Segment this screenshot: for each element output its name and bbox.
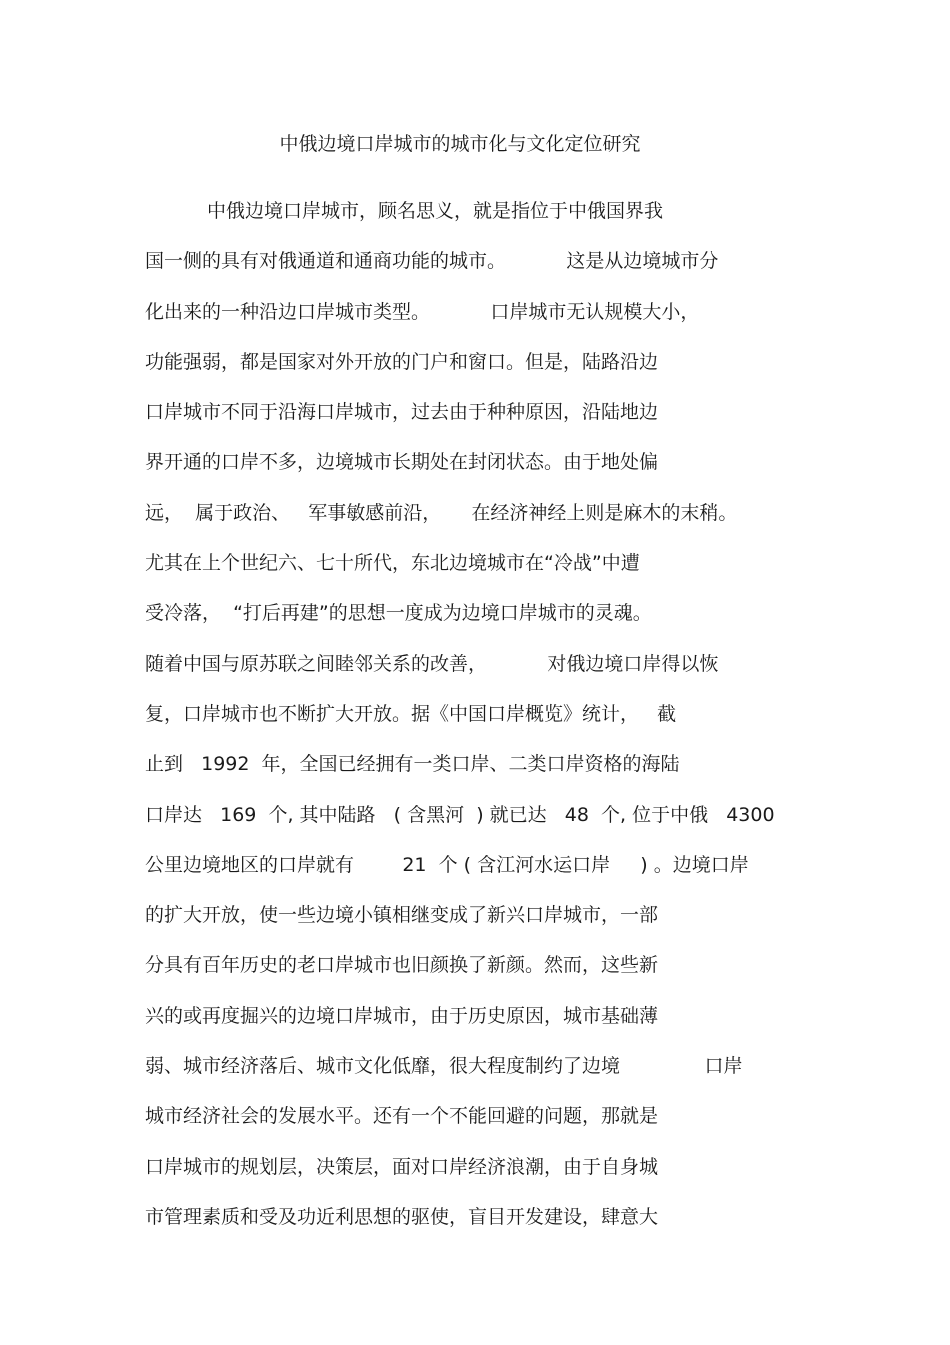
paragraph-line: 的扩大开放，使一些边境小镇相继变成了新兴口岸城市，一部 [145,904,659,927]
paragraph-line: 尤其在上个世纪六、七十所代，东北边境城市在“冷战”中遭 [145,552,640,575]
document-body [145,197,825,1253]
paragraph-line: 中俄边境口岸城市，顾名思义，就是指位于中俄国界我 [207,200,664,222]
paragraph-line: 国一侧的具有对俄通道和通商功能的城市。 这是从边境城市分 [145,250,719,273]
paragraph-line: 口岸达 169 个, 其中陆路 ( 含黑河 ) 就已达 48 个, 位于中俄 4300 [145,803,775,826]
paragraph-line: 止到 1992 年，全国已经拥有一类口岸、二类口岸资格的海陆 [145,753,680,776]
paragraph-line: 化出来的一种沿边口岸城市类型。 口岸城市无认规模大小， [145,300,700,323]
paragraph-line: 兴的或再度掘兴的边境口岸城市，由于历史原因，城市基础薄 [145,1004,659,1027]
paragraph-line: 界开通的口岸不多，边境城市长期处在封闭状态。由于地处偏 [145,451,659,474]
paragraph-line: 远， 属于政治、 军事敏感前沿， 在经济神经上则是麻木的末稍。 [145,501,738,524]
document-title: 中俄边境口岸城市的城市化与文化定位研究 [279,133,641,155]
paragraph-line: 弱、城市经济落后、城市文化低靡，很大程度制约了边境 口岸 [145,1055,743,1078]
paragraph-line: 随着中国与原苏联之间睦邻关系的改善， 对俄边境口岸得以恢 [145,652,719,675]
paragraph-line: 公里边境地区的口岸就有 21 个 ( 含江河水运口岸 ) 。边境口岸 [145,853,749,876]
paragraph-line: 复，口岸城市也不断扩大开放。据《中国口岸概览》统计， 截 [145,702,677,725]
paragraph-line: 受冷落， “打后再建”的思想一度成为边境口岸城市的灵魂。 [145,602,652,625]
paragraph-line: 城市经济社会的发展水平。还有一个不能回避的问题，那就是 [145,1105,659,1128]
paragraph-line: 口岸城市不同于沿海口岸城市，过去由于种种原因，沿陆地边 [145,401,659,424]
paragraph-line: 市管理素质和受及功近利思想的驱使，盲目开发建设，肆意大 [145,1205,659,1228]
paragraph-line: 口岸城市的规划层，决策层，面对口岸经济浪潮，由于自身城 [145,1155,659,1178]
paragraph-line: 分具有百年历史的老口岸城市也旧颜换了新颜。然而，这些新 [145,954,659,977]
paragraph-line: 功能强弱，都是国家对外开放的门户和窗口。但是，陆路沿边 [145,350,659,373]
